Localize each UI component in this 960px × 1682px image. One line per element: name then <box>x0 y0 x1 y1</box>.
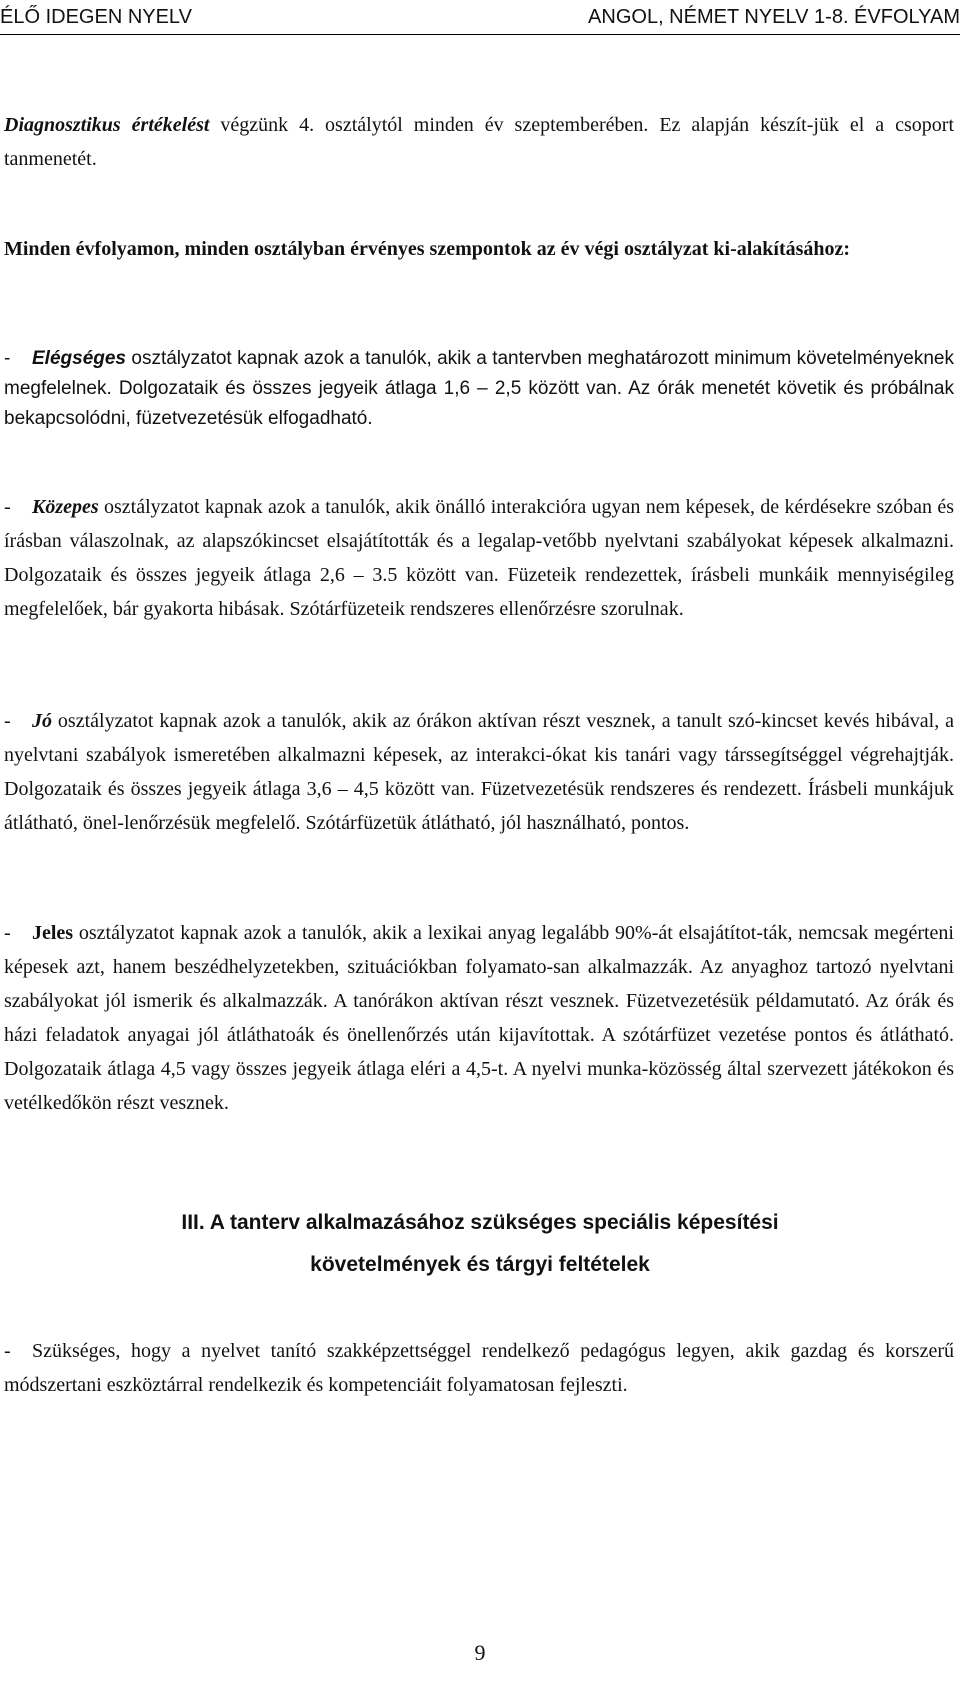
intro-text: végzünk 4. osztálytól minden év szeptemberében. Ez alapján készít-jük el a csoport tanmenetét. <box>4 114 954 170</box>
grade-kozepes <box>4 490 954 626</box>
list-dash: - <box>4 710 11 732</box>
grade-term: Jeles <box>32 922 74 944</box>
list-dash: - <box>4 496 11 518</box>
requirement-paragraph <box>4 1334 954 1402</box>
grade-term: Elégséges <box>32 348 126 369</box>
grade-term: Jó <box>32 710 52 732</box>
header-subject: ÉLŐ IDEGEN NYELV <box>0 6 192 28</box>
section-heading-line1: III. A tanterv alkalmazásához szükséges speciális képesítési <box>181 1211 779 1234</box>
grade-description: osztályzatot kapnak azok a tanulók, akik a lexikai anyag legalább 90%-át elsajátítot-ták, nemcsak megérteni képesek azt, hanem beszédhelyzetekben, szituációkban folyamato-san alkalmazzák. Az anyaghoz tartozó nyelvtani szabályokat jól ismerik és alkalmazzák. A tanórákon aktívan részt vesznek. Füzetvezetésük példamutató. Az órák és házi feladatok anyagai jól átláthatoák és önellenőrzés után kijavítottak. A szótárfüzet vezetése pontos és átlátható. Dolgozataik átlaga 4,5 vagy összes jegyeik átlaga eléri a 4,5-t. A nyelvi munka-közösség által szervezett játékokon és vetélkedőkön részt vesznek. <box>4 922 954 1114</box>
intro-emphasis: Diagnosztikus értékelést <box>4 114 210 136</box>
header-grade-range: ANGOL, NÉMET NYELV 1-8. ÉVFOLYAM <box>588 6 960 28</box>
page-number: 9 <box>474 1640 486 1665</box>
intro-paragraph <box>4 108 954 176</box>
list-dash: - <box>4 348 11 369</box>
requirement-text: Szükséges, hogy a nyelvet tanító szakképzettséggel rendelkező pedagógus legyen, akik gazdag és korszerű módszertani eszköztárral rendelkezik és kompetenciáit folyamatosan fejleszti. <box>4 1340 954 1396</box>
grade-description: osztályzatot kapnak azok a tanulók, akik az órákon aktívan részt vesznek, a tanult szó-kincset kevés hibával, a nyelvtani szabályok ismeretében alkalmazni képesek, az interakci-ókat kis tanári vagy társsegítséggel végrehajtják. Dolgozataik és összes jegyeik átlaga 3,6 – 4,5 között van. Füzetvezetésük rendszeres és rendezett. Írásbeli munkájuk átlátható, önel-lenőrzésük megfelelő. Szótárfüzetük átlátható, jól használható, pontos. <box>4 710 954 834</box>
running-header <box>0 0 960 35</box>
list-dash: - <box>4 922 11 944</box>
grade-jeles <box>4 916 954 1120</box>
criteria-heading: Minden évfolyamon, minden osztályban érvényes szempontok az év végi osztályzat ki-alakításához: <box>4 238 851 260</box>
grade-elegseges <box>4 344 954 434</box>
grade-jo <box>4 704 954 840</box>
list-dash: - <box>4 1340 11 1362</box>
grade-description: osztályzatot kapnak azok a tanulók, akik önálló interakcióra ugyan nem képesek, de kérdésekre szóban és írásban válaszolnak, az alapszókincset elsajátították és a legalap-vetőbb nyelvtani szabályokat képesek alkalmazni. Dolgozataik és összes jegyeik átlaga 2,6 – 3.5 között van. Füzeteik rendezettek, írásbeli munkáik mennyiségileg megfelelőek, bár gyakorta hibásak. Szótárfüzeteik rendszeres ellenőrzésre szorulnak. <box>4 496 954 620</box>
grade-term: Közepes <box>32 496 99 518</box>
grade-description: osztályzatot kapnak azok a tanulók, akik a tantervben meghatározott minimum követelményeknek megfelelnek. Dolgozataik és összes jegyeik átlaga 1,6 – 2,5 között van. Az órák menetét követik és próbálnak bekapcsolódni, füzetvezetésük elfogadható. <box>4 348 954 429</box>
section-heading-line2: követelmények és tárgyi feltételek <box>310 1253 650 1276</box>
